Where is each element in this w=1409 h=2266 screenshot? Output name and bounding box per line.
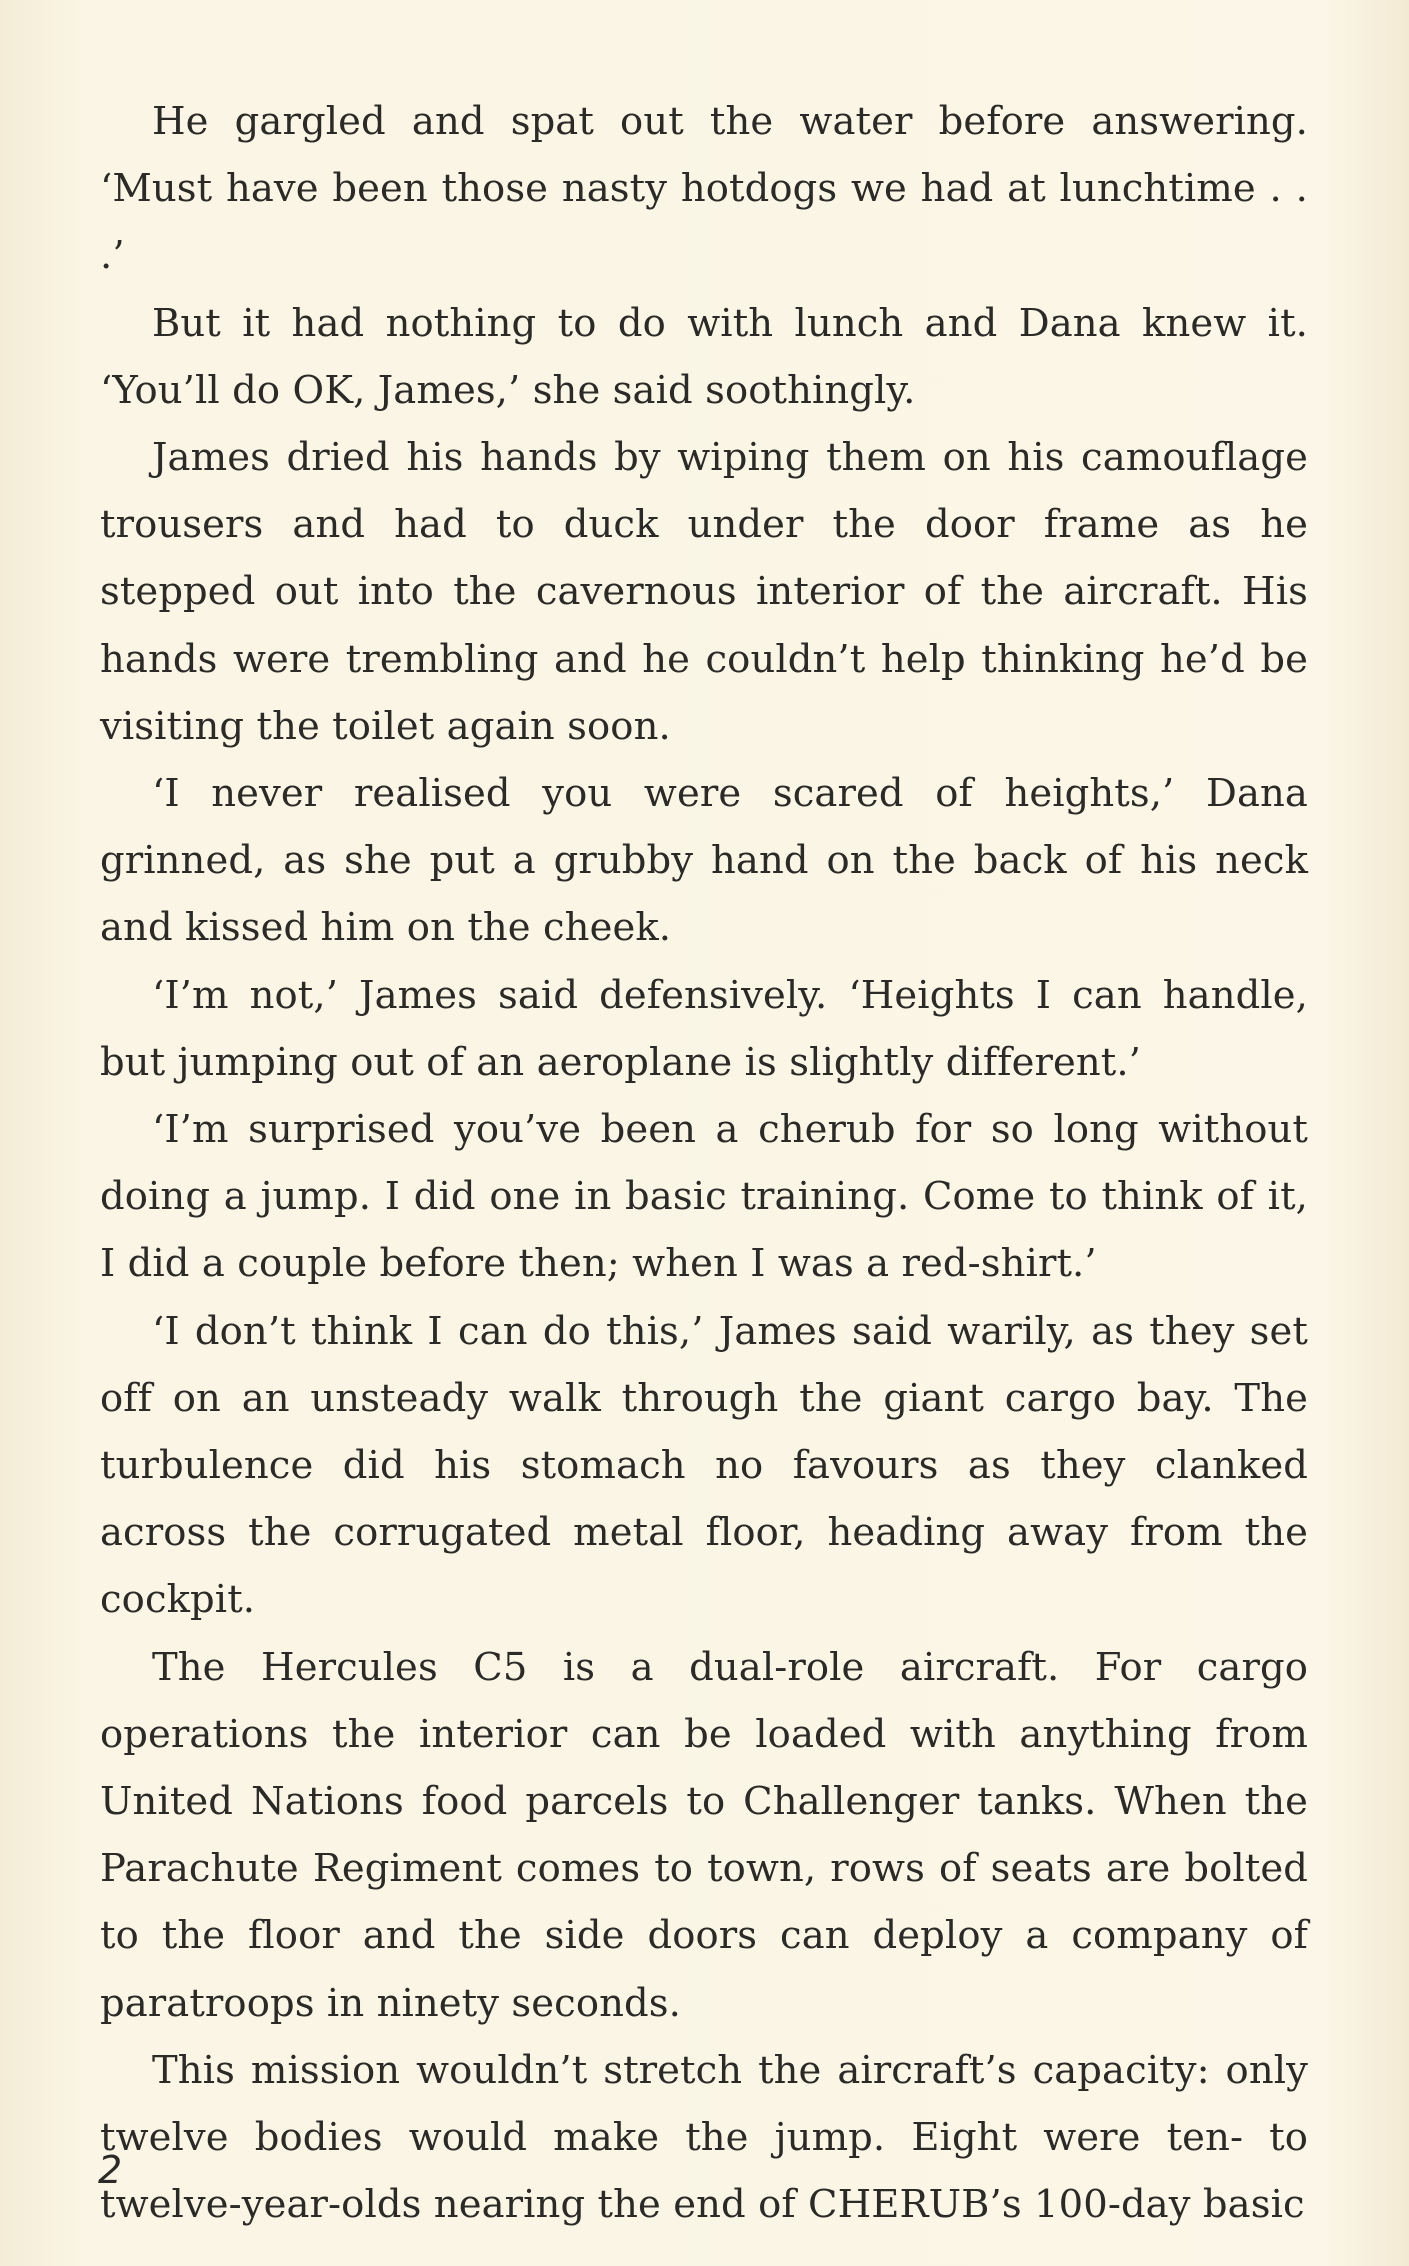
paragraph-7: ‘I don’t think I can do this,’ James said warily, as they set off on an unsteady walk through the giant cargo bay. The turbulence did his stomach no favours as they clanked across the corrugated metal floor, heading away from the cockpit. bbox=[100, 1308, 1308, 1623]
body-text bbox=[100, 88, 1308, 2239]
paragraph-6: ‘I’m surprised you’ve been a cherub for so long without doing a jump. I did one in basic training. Come to think of it, I did a couple before then; when I was a red-shirt.’ bbox=[100, 1107, 1308, 1287]
paragraph-3: James dried his hands by wiping them on his camouflage trousers and had to duck under the door frame as he stepped out into the cavernous interior of the aircraft. His hands were trembling and he couldn’t help thinking he’d be visiting the toilet again soon. bbox=[100, 435, 1308, 749]
paragraph-2: But it had nothing to do with lunch and Dana knew it. ‘You’ll do OK, James,’ she said soothingly. bbox=[100, 300, 1308, 413]
paragraph-1: He gargled and spat out the water before answering. ‘Must have been those nasty hotdogs we had at lunchtime . . .’ bbox=[100, 99, 1308, 279]
paragraph-9: This mission wouldn’t stretch the aircraft’s capacity: only twelve bodies would make the jump. Eight were ten- to twelve-year-olds nearing the end of CHERUB’s 100-day basic bbox=[100, 2047, 1308, 2228]
page-number: 2 bbox=[98, 2148, 123, 2192]
paragraph-4: ‘I never realised you were scared of heights,’ Dana grinned, as she put a grubby hand on the back of his neck and kissed him on the cheek. bbox=[100, 771, 1308, 951]
paragraph-5: ‘I’m not,’ James said defensively. ‘Heights I can handle, but jumping out of an aeroplane is slightly different.’ bbox=[100, 972, 1308, 1085]
paragraph-8: The Hercules C5 is a dual-role aircraft. For cargo operations the interior can be loaded with anything from United Nations food parcels to Challenger tanks. When the Parachute Regiment comes to town, rows of seats are bolted to the floor and the side doors can deploy a company of paratroops in ninety seconds. bbox=[100, 1644, 1308, 2026]
